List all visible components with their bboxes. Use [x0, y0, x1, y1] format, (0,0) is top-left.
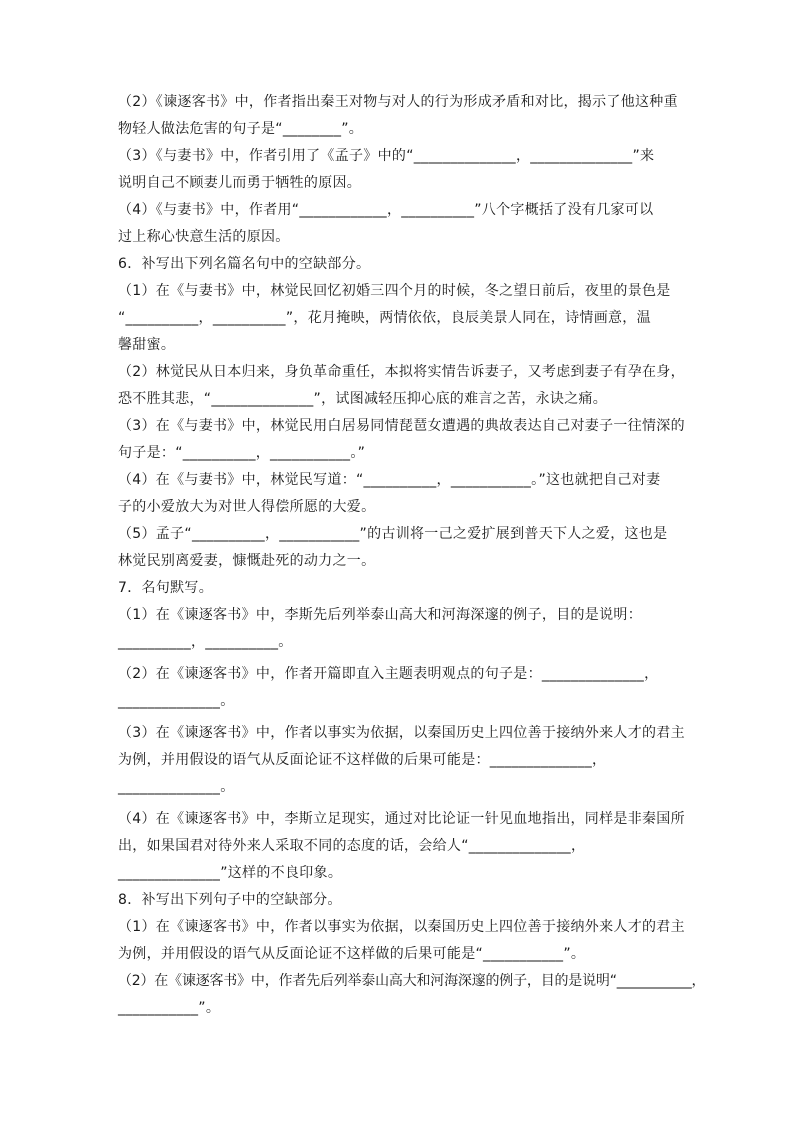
q7-3-line-2: 为例，并用假设的语气从反面论证不这样做的后果可能是：______________， [118, 752, 607, 768]
q8-2-line-2: ___________”。 [118, 1000, 221, 1016]
q8-2-line-1: （2）在《谏逐客书》中，作者先后列举泰山高大和河海深邃的例子，目的是说明“___________， [118, 973, 706, 989]
q7-2-line-2: ______________。 [118, 693, 235, 709]
q5-2-line-2: 物轻人做法危害的句子是“________”。 [118, 121, 364, 137]
q7-title: 7．名句默写。 [118, 580, 214, 596]
q7-1-line-1: （1）在《谏逐客书》中，李斯先后列举泰山高大和河海深邃的例子，目的是说明： [118, 607, 643, 623]
q5-2-line-1: （2）《谏逐客书》中，作者指出秦王对物与对人的行为形成矛盾和对比，揭示了他这种重 [118, 94, 678, 110]
q7-4-line-2: 出，如果国君对待外来人采取不同的态度的话，会给人“______________， [118, 838, 586, 854]
q7-1-line-2: __________，__________。 [118, 634, 293, 650]
q7-3-line-3: ______________。 [118, 779, 235, 795]
q6-5-line-1: （5）孟子“__________，___________”的古训将一己之爱扩展到普天下人之爱，这也是 [118, 526, 668, 542]
q6-3-line-1: （3）在《与妻书》中，林觉民用白居易同情琵琶女遭遇的典故表达自己对妻子一往情深的 [118, 418, 685, 434]
q5-3-line-1: （3）《与妻书》中，作者引用了《孟子》中的“______________，______________”来 [118, 148, 655, 164]
q7-3-line-1: （3）在《谏逐客书》中，作者以事实为依据，以秦国历史上四位善于接纳外来人才的君主 [118, 725, 685, 741]
q6-1-line-3: 馨甜蜜。 [118, 337, 176, 353]
q7-2-line-1: （2）在《谏逐客书》中，作者开篇即直入主题表明观点的句子是：______________， [118, 666, 659, 682]
worksheet-page [118, 92, 706, 1025]
q7-4-line-3: ______________”这样的不良印象。 [118, 865, 343, 881]
q8-1-line-2: 为例，并用假设的语气从反面论证不这样做的后果可能是“___________”。 [118, 946, 586, 962]
q6-2-line-2: 恐不胜其悲，“______________”，试图减轻压抑心底的难言之苦，永诀之痛。 [118, 391, 608, 407]
q6-5-line-2: 林觉民别离爱妻，慷慨赴死的动力之一。 [118, 553, 376, 569]
q8-1-line-1: （1）在《谏逐客书》中，作者以事实为依据，以秦国历史上四位善于接纳外来人才的君主 [118, 919, 685, 935]
q6-4-line-2: 子的小爱放大为对世人得偿所愿的大爱。 [118, 499, 376, 515]
q6-4-line-1: （4）在《与妻书》中，林觉民写道：“__________，___________。”这也就把自己对妻 [118, 472, 661, 488]
q6-title: 6．补写出下列名篇名句中的空缺部分。 [118, 256, 371, 272]
q6-3-line-2: 句子是：“__________，___________。” [118, 445, 366, 461]
q7-4-line-1: （4）在《谏逐客书》中，李斯立足现实，通过对比论证一针见血地指出，同样是非秦国所 [118, 811, 685, 827]
q6-2-line-1: （2）林觉民从日本归来，身负革命重任，本拟将实情告诉妻子，又考虑到妻子有孕在身， [118, 364, 685, 380]
q5-4-line-2: 过上称心快意生活的原因。 [118, 229, 290, 245]
q5-4-line-1: （4）《与妻书》中，作者用“____________，__________”八个字概括了没有几家可以 [118, 202, 654, 218]
q8-title: 8．补写出下列句子中的空缺部分。 [118, 892, 342, 908]
q6-1-line-2: “__________，__________”，花月掩映，两情依依，良辰美景人同在，诗情画意，温 [118, 310, 651, 326]
q6-1-line-1: （1）在《与妻书》中，林觉民回忆初婚三四个月的时候，冬之望日前后，夜里的景色是 [118, 283, 671, 299]
q5-3-line-2: 说明自己不顾妻儿而勇于牺牲的原因。 [118, 175, 362, 191]
